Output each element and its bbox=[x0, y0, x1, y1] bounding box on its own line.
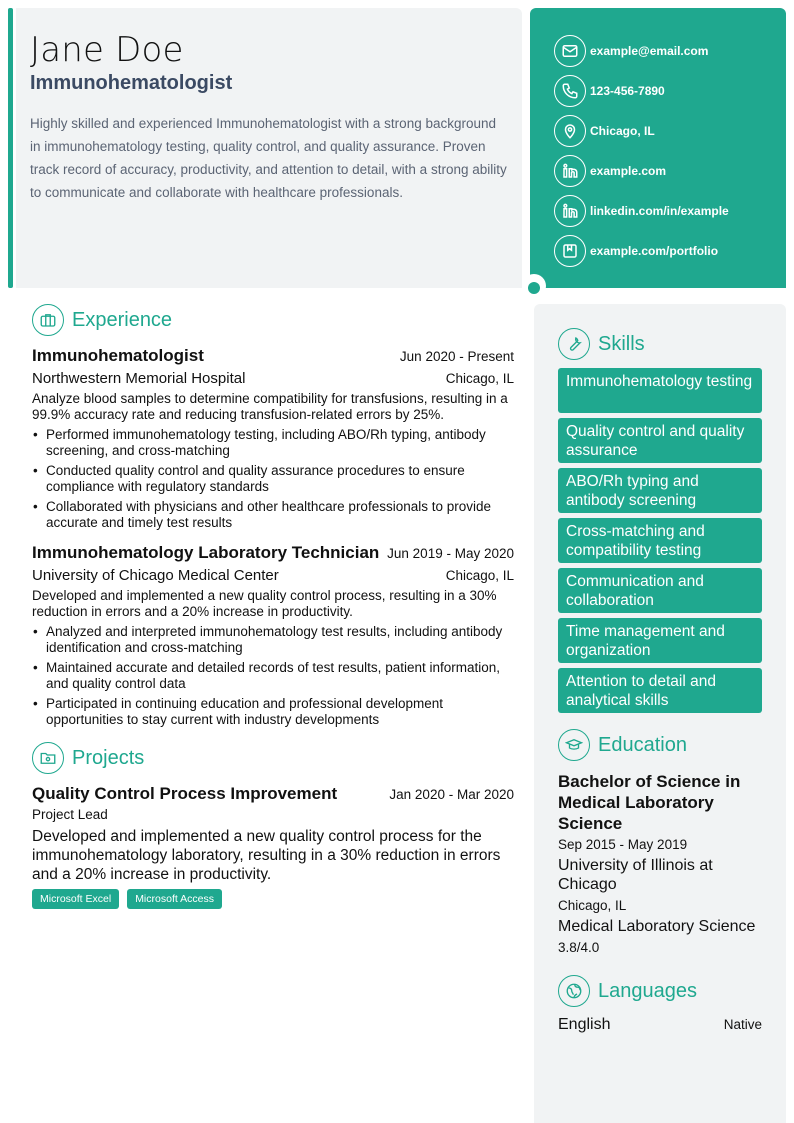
education-heading bbox=[558, 729, 762, 761]
job-company: Northwestern Memorial Hospital bbox=[32, 370, 246, 387]
wrench-icon bbox=[558, 328, 590, 360]
education-location: Chicago, IL bbox=[558, 898, 627, 913]
project-tag: Microsoft Access bbox=[127, 889, 222, 909]
accent-bar bbox=[8, 8, 13, 288]
linkedin-icon bbox=[554, 155, 586, 187]
job-bullet: • Conducted quality control and quality assurance procedures to ensure compliance with regulatory standards bbox=[32, 463, 514, 495]
education-field: Medical Laboratory Science bbox=[558, 918, 756, 935]
skill-tag: Cross-matching and compatibility testing bbox=[558, 518, 762, 563]
projects-title: Projects bbox=[72, 746, 145, 769]
briefcase-icon bbox=[32, 304, 64, 336]
job-company: University of Chicago Medical Center bbox=[32, 567, 279, 584]
job-description: Developed and implemented a new quality control process, resulting in a 30% reduction in errors and a 20% increase in productivity. bbox=[32, 588, 497, 619]
location-pin-icon bbox=[554, 115, 586, 147]
job-dates: Jun 2020 - Present bbox=[399, 349, 514, 364]
contact-portfolio[interactable] bbox=[554, 231, 786, 271]
candidate-name: Jane Doe bbox=[30, 30, 184, 70]
education-dates: Sep 2015 - May 2019 bbox=[558, 837, 688, 852]
project-entry bbox=[32, 784, 514, 909]
job-description: Analyze blood samples to determine compatibility for transfusions, resulting in a 99.9% accuracy rate and reducing transfusion-related errors by 25%. bbox=[32, 391, 508, 422]
contact-website[interactable] bbox=[554, 151, 786, 191]
job-entry bbox=[32, 543, 514, 728]
contact-location bbox=[554, 111, 786, 151]
experience-title: Experience bbox=[72, 308, 173, 331]
project-role: Project Lead bbox=[32, 807, 108, 822]
contact-email[interactable] bbox=[554, 31, 786, 71]
job-title: Immunohematology Laboratory Technician bbox=[32, 543, 380, 562]
decorative-dot bbox=[528, 282, 540, 294]
contact-email-text: example@email.com bbox=[590, 44, 709, 58]
job-bullet: • Maintained accurate and detailed records of test results, patient information, and quality control data bbox=[32, 660, 514, 692]
job-bullets bbox=[32, 427, 514, 531]
education-title: Education bbox=[598, 733, 687, 756]
job-dates: Jun 2019 - May 2020 bbox=[387, 546, 514, 561]
main-column bbox=[32, 304, 514, 909]
project-description: Developed and implemented a new quality control process for the immunohematology laboratory, resulting in a 30% reduction in errors and a 20% increase in productivity. bbox=[32, 828, 501, 883]
contact-panel bbox=[530, 8, 786, 288]
languages-heading bbox=[558, 975, 762, 1007]
job-bullet: • Collaborated with physicians and other healthcare professionals to provide accurate and timely test results bbox=[32, 499, 514, 531]
education-degree: Bachelor of Science in Medical Laboratory Science bbox=[558, 772, 741, 833]
skills-list bbox=[558, 368, 762, 713]
job-bullet: • Analyzed and interpreted immunohematology test results, including antibody identification and cross-matching bbox=[32, 624, 514, 656]
skill-tag: ABO/Rh typing and antibody screening bbox=[558, 468, 762, 513]
skill-tag: Time management and organization bbox=[558, 618, 762, 663]
folder-icon bbox=[32, 742, 64, 774]
candidate-title: Immunohematologist bbox=[30, 72, 233, 94]
job-location: Chicago, IL bbox=[445, 568, 514, 583]
education-school: University of Illinois at Chicago bbox=[558, 857, 713, 893]
contact-phone[interactable] bbox=[554, 71, 786, 111]
education-entry bbox=[558, 771, 762, 957]
globe-icon bbox=[558, 975, 590, 1007]
language-item bbox=[558, 1016, 762, 1034]
language-name: English bbox=[558, 1016, 611, 1033]
language-level: Native bbox=[723, 1017, 762, 1032]
sidebar-content bbox=[558, 328, 762, 1034]
languages-title: Languages bbox=[598, 979, 697, 1002]
linkedin-icon bbox=[554, 195, 586, 227]
job-title: Immunohematologist bbox=[32, 346, 204, 365]
job-bullets bbox=[32, 624, 514, 728]
projects-heading bbox=[32, 742, 514, 774]
project-dates: Jan 2020 - Mar 2020 bbox=[389, 787, 514, 802]
phone-icon bbox=[554, 75, 586, 107]
email-icon bbox=[554, 35, 586, 67]
project-title: Quality Control Process Improvement bbox=[32, 784, 338, 803]
contact-location-text: Chicago, IL bbox=[590, 124, 655, 138]
header-panel bbox=[16, 8, 522, 288]
project-tag: Microsoft Excel bbox=[32, 889, 119, 909]
skills-title: Skills bbox=[598, 332, 645, 355]
graduation-cap-icon bbox=[558, 729, 590, 761]
education-gpa: 3.8/4.0 bbox=[558, 940, 600, 955]
skill-tag: Immunohematology testing bbox=[558, 368, 762, 413]
job-bullet: • Performed immunohematology testing, including ABO/Rh typing, antibody screening, and cross-matching bbox=[32, 427, 514, 459]
contact-portfolio-text: example.com/portfolio bbox=[590, 244, 719, 258]
job-bullet: • Participated in continuing education and professional development opportunities to stay current with industry developments bbox=[32, 696, 514, 728]
contact-website-text: example.com bbox=[590, 164, 667, 178]
job-location: Chicago, IL bbox=[445, 371, 514, 386]
skill-tag: Attention to detail and analytical skills bbox=[558, 668, 762, 713]
experience-heading bbox=[32, 304, 514, 336]
project-tags bbox=[32, 889, 514, 909]
skill-tag: Communication and collaboration bbox=[558, 568, 762, 613]
summary-text: Highly skilled and experienced Immunohematologist with a strong background in immunohematology testing, quality control, and quality assurance. Proven track record of accuracy, productivity, and attention to detail, with a strong ability to communicate and collaborate with healthcare professionals. bbox=[30, 116, 507, 200]
contact-linkedin[interactable] bbox=[554, 191, 786, 231]
contact-linkedin-text: linkedin.com/in/example bbox=[590, 204, 729, 218]
portfolio-icon bbox=[554, 235, 586, 267]
job-entry bbox=[32, 346, 514, 531]
skill-tag: Quality control and quality assurance bbox=[558, 418, 762, 463]
skills-heading bbox=[558, 328, 762, 360]
contact-phone-text: 123-456-7890 bbox=[590, 84, 665, 98]
